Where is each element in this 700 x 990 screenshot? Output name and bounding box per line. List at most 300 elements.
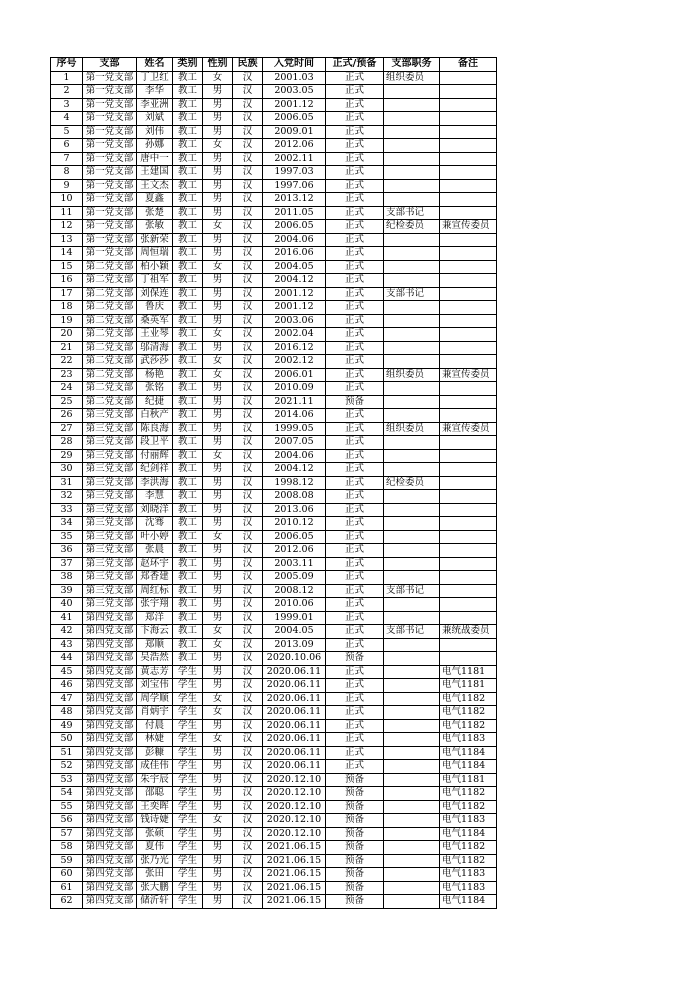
cell-branch: 第四党支部 (83, 881, 137, 895)
cell-name: 鲁庆 (137, 301, 173, 315)
cell-index: 41 (51, 611, 83, 625)
cell-join-date: 2020.06.11 (263, 733, 326, 747)
cell-ethnicity: 汉 (233, 436, 263, 450)
cell-position (384, 382, 440, 396)
cell-position (384, 733, 440, 747)
cell-status: 正式 (326, 571, 384, 585)
cell-index: 32 (51, 490, 83, 504)
header-status: 正式/预备 (326, 58, 384, 72)
table-row (51, 314, 497, 328)
table-row (51, 463, 497, 477)
cell-join-date: 2001.12 (263, 301, 326, 315)
cell-index: 58 (51, 841, 83, 855)
cell-join-date: 2006.05 (263, 220, 326, 234)
cell-category: 教工 (173, 382, 203, 396)
cell-index: 56 (51, 814, 83, 828)
cell-join-date: 2016.12 (263, 341, 326, 355)
table-row (51, 179, 497, 193)
cell-status: 预备 (326, 854, 384, 868)
table-row (51, 476, 497, 490)
cell-position (384, 503, 440, 517)
cell-category: 学生 (173, 665, 203, 679)
cell-remark: 电气1184 (440, 760, 497, 774)
cell-join-date: 2020.06.11 (263, 679, 326, 693)
cell-status: 预备 (326, 895, 384, 909)
cell-name: 孙娜 (137, 139, 173, 153)
cell-position (384, 274, 440, 288)
cell-ethnicity: 汉 (233, 719, 263, 733)
cell-category: 学生 (173, 800, 203, 814)
cell-index: 48 (51, 706, 83, 720)
table-row (51, 85, 497, 99)
cell-name: 张新荣 (137, 233, 173, 247)
cell-category: 教工 (173, 98, 203, 112)
cell-gender: 男 (203, 476, 233, 490)
cell-index: 5 (51, 125, 83, 139)
cell-join-date: 2021.06.15 (263, 868, 326, 882)
cell-index: 23 (51, 368, 83, 382)
cell-gender: 男 (203, 179, 233, 193)
cell-category: 教工 (173, 422, 203, 436)
cell-name: 王文杰 (137, 179, 173, 193)
table-row (51, 530, 497, 544)
cell-name: 王业琴 (137, 328, 173, 342)
cell-ethnicity: 汉 (233, 179, 263, 193)
cell-name: 王奕晖 (137, 800, 173, 814)
cell-position (384, 247, 440, 261)
cell-gender: 男 (203, 193, 233, 207)
cell-ethnicity: 汉 (233, 193, 263, 207)
cell-category: 教工 (173, 179, 203, 193)
cell-status: 正式 (326, 746, 384, 760)
cell-remark: 电气1182 (440, 719, 497, 733)
cell-remark: 电气1181 (440, 773, 497, 787)
cell-branch: 第四党支部 (83, 652, 137, 666)
cell-ethnicity: 汉 (233, 544, 263, 558)
cell-status: 预备 (326, 881, 384, 895)
cell-position (384, 895, 440, 909)
cell-name: 张晨 (137, 544, 173, 558)
cell-remark (440, 179, 497, 193)
cell-name: 张大鹏 (137, 881, 173, 895)
cell-index: 11 (51, 206, 83, 220)
cell-index: 60 (51, 868, 83, 882)
cell-name: 丁祖军 (137, 274, 173, 288)
cell-join-date: 2021.06.15 (263, 841, 326, 855)
cell-status: 正式 (326, 463, 384, 477)
cell-join-date: 2021.06.15 (263, 854, 326, 868)
cell-branch: 第二党支部 (83, 260, 137, 274)
cell-status: 正式 (326, 328, 384, 342)
header-index: 序号 (51, 58, 83, 72)
cell-category: 教工 (173, 206, 203, 220)
cell-gender: 男 (203, 395, 233, 409)
cell-branch: 第四党支部 (83, 895, 137, 909)
cell-ethnicity: 汉 (233, 274, 263, 288)
cell-index: 37 (51, 557, 83, 571)
cell-name: 杨艳 (137, 368, 173, 382)
cell-category: 教工 (173, 125, 203, 139)
cell-remark (440, 206, 497, 220)
cell-ethnicity: 汉 (233, 841, 263, 855)
cell-name: 周学顺 (137, 692, 173, 706)
cell-index: 3 (51, 98, 83, 112)
cell-ethnicity: 汉 (233, 220, 263, 234)
table-row (51, 746, 497, 760)
cell-remark (440, 125, 497, 139)
cell-ethnicity: 汉 (233, 301, 263, 315)
cell-gender: 男 (203, 98, 233, 112)
table-row (51, 368, 497, 382)
cell-remark (440, 247, 497, 261)
cell-name: 白秋产 (137, 409, 173, 423)
cell-join-date: 2006.01 (263, 368, 326, 382)
cell-branch: 第三党支部 (83, 436, 137, 450)
cell-index: 57 (51, 827, 83, 841)
cell-remark (440, 314, 497, 328)
cell-ethnicity: 汉 (233, 314, 263, 328)
cell-category: 教工 (173, 166, 203, 180)
cell-join-date: 1997.03 (263, 166, 326, 180)
cell-category: 教工 (173, 139, 203, 153)
cell-index: 19 (51, 314, 83, 328)
cell-gender: 男 (203, 436, 233, 450)
cell-branch: 第四党支部 (83, 746, 137, 760)
cell-index: 54 (51, 787, 83, 801)
cell-gender: 男 (203, 166, 233, 180)
cell-join-date: 2007.05 (263, 436, 326, 450)
cell-status: 正式 (326, 112, 384, 126)
cell-join-date: 2016.06 (263, 247, 326, 261)
cell-status: 正式 (326, 247, 384, 261)
cell-join-date: 2011.05 (263, 206, 326, 220)
cell-gender: 女 (203, 814, 233, 828)
cell-status: 预备 (326, 395, 384, 409)
cell-name: 纪剑祥 (137, 463, 173, 477)
cell-name: 丁卫红 (137, 71, 173, 85)
cell-remark (440, 152, 497, 166)
cell-category: 学生 (173, 719, 203, 733)
cell-branch: 第三党支部 (83, 422, 137, 436)
cell-gender: 男 (203, 881, 233, 895)
cell-status: 正式 (326, 611, 384, 625)
table-row (51, 814, 497, 828)
table-row (51, 71, 497, 85)
cell-category: 教工 (173, 638, 203, 652)
cell-ethnicity: 汉 (233, 868, 263, 882)
cell-status: 正式 (326, 274, 384, 288)
cell-remark: 电气1183 (440, 881, 497, 895)
cell-remark (440, 517, 497, 531)
table-row (51, 895, 497, 909)
cell-position (384, 166, 440, 180)
cell-category: 教工 (173, 517, 203, 531)
cell-gender: 男 (203, 274, 233, 288)
cell-branch: 第一党支部 (83, 233, 137, 247)
cell-category: 教工 (173, 476, 203, 490)
cell-remark: 电气1184 (440, 746, 497, 760)
cell-gender: 男 (203, 544, 233, 558)
cell-gender: 男 (203, 490, 233, 504)
cell-category: 学生 (173, 881, 203, 895)
cell-status: 正式 (326, 166, 384, 180)
cell-category: 教工 (173, 598, 203, 612)
cell-index: 29 (51, 449, 83, 463)
cell-gender: 男 (203, 233, 233, 247)
cell-remark: 电气1183 (440, 868, 497, 882)
cell-name: 张楚 (137, 206, 173, 220)
cell-index: 36 (51, 544, 83, 558)
table-row (51, 395, 497, 409)
cell-category: 教工 (173, 328, 203, 342)
cell-position (384, 341, 440, 355)
cell-gender: 男 (203, 314, 233, 328)
cell-branch: 第三党支部 (83, 530, 137, 544)
cell-remark (440, 611, 497, 625)
header-join-date: 入党时间 (263, 58, 326, 72)
cell-position (384, 814, 440, 828)
cell-name: 张乃光 (137, 854, 173, 868)
cell-name: 唐中一 (137, 152, 173, 166)
table-row (51, 112, 497, 126)
cell-position (384, 665, 440, 679)
cell-position (384, 652, 440, 666)
cell-branch: 第四党支部 (83, 854, 137, 868)
cell-ethnicity: 汉 (233, 773, 263, 787)
cell-remark: 电气1182 (440, 692, 497, 706)
cell-gender: 男 (203, 760, 233, 774)
cell-remark (440, 287, 497, 301)
cell-branch: 第四党支部 (83, 665, 137, 679)
cell-name: 吴浩然 (137, 652, 173, 666)
cell-gender: 男 (203, 247, 233, 261)
cell-status: 正式 (326, 125, 384, 139)
cell-branch: 第一党支部 (83, 112, 137, 126)
cell-status: 正式 (326, 436, 384, 450)
cell-category: 教工 (173, 463, 203, 477)
cell-join-date: 2010.12 (263, 517, 326, 531)
cell-position (384, 598, 440, 612)
table-row (51, 152, 497, 166)
cell-index: 33 (51, 503, 83, 517)
table-row (51, 436, 497, 450)
cell-status: 正式 (326, 490, 384, 504)
cell-name: 桑英军 (137, 314, 173, 328)
cell-gender: 女 (203, 692, 233, 706)
cell-gender: 女 (203, 328, 233, 342)
cell-ethnicity: 汉 (233, 787, 263, 801)
table-row (51, 638, 497, 652)
cell-index: 62 (51, 895, 83, 909)
cell-status: 正式 (326, 98, 384, 112)
cell-ethnicity: 汉 (233, 247, 263, 261)
cell-ethnicity: 汉 (233, 490, 263, 504)
cell-category: 教工 (173, 314, 203, 328)
cell-ethnicity: 汉 (233, 449, 263, 463)
cell-name: 周红标 (137, 584, 173, 598)
cell-gender: 男 (203, 341, 233, 355)
cell-branch: 第三党支部 (83, 449, 137, 463)
cell-ethnicity: 汉 (233, 503, 263, 517)
cell-index: 8 (51, 166, 83, 180)
cell-gender: 男 (203, 868, 233, 882)
cell-category: 学生 (173, 787, 203, 801)
cell-branch: 第四党支部 (83, 638, 137, 652)
cell-status: 预备 (326, 787, 384, 801)
cell-name: 林婕 (137, 733, 173, 747)
cell-join-date: 2020.06.11 (263, 692, 326, 706)
cell-index: 2 (51, 85, 83, 99)
cell-branch: 第二党支部 (83, 395, 137, 409)
cell-status: 预备 (326, 814, 384, 828)
table-row (51, 301, 497, 315)
cell-join-date: 2002.04 (263, 328, 326, 342)
cell-remark: 电气1183 (440, 733, 497, 747)
cell-gender: 女 (203, 733, 233, 747)
cell-index: 30 (51, 463, 83, 477)
cell-category: 教工 (173, 301, 203, 315)
table-row (51, 800, 497, 814)
cell-position (384, 193, 440, 207)
cell-remark (440, 463, 497, 477)
cell-branch: 第三党支部 (83, 409, 137, 423)
cell-join-date: 2020.12.10 (263, 827, 326, 841)
cell-branch: 第一党支部 (83, 98, 137, 112)
cell-gender: 女 (203, 368, 233, 382)
cell-status: 正式 (326, 85, 384, 99)
cell-gender: 男 (203, 895, 233, 909)
cell-gender: 女 (203, 625, 233, 639)
cell-branch: 第一党支部 (83, 71, 137, 85)
cell-join-date: 1999.05 (263, 422, 326, 436)
cell-category: 教工 (173, 395, 203, 409)
cell-remark (440, 652, 497, 666)
cell-gender: 男 (203, 571, 233, 585)
cell-name: 李华 (137, 85, 173, 99)
cell-remark: 兼统战委员 (440, 625, 497, 639)
cell-name: 邵聪 (137, 787, 173, 801)
cell-gender: 男 (203, 503, 233, 517)
cell-index: 14 (51, 247, 83, 261)
table-row (51, 544, 497, 558)
cell-category: 教工 (173, 503, 203, 517)
cell-status: 正式 (326, 179, 384, 193)
cell-branch: 第二党支部 (83, 301, 137, 315)
cell-join-date: 2004.12 (263, 463, 326, 477)
cell-ethnicity: 汉 (233, 112, 263, 126)
cell-category: 学生 (173, 814, 203, 828)
table-row (51, 125, 497, 139)
cell-position: 支部书记 (384, 206, 440, 220)
table-row (51, 881, 497, 895)
cell-status: 正式 (326, 71, 384, 85)
cell-category: 教工 (173, 220, 203, 234)
cell-remark (440, 544, 497, 558)
cell-name: 郑洋 (137, 611, 173, 625)
cell-category: 教工 (173, 260, 203, 274)
cell-status: 正式 (326, 287, 384, 301)
cell-join-date: 2004.05 (263, 260, 326, 274)
cell-branch: 第二党支部 (83, 341, 137, 355)
cell-name: 黄志芳 (137, 665, 173, 679)
cell-category: 教工 (173, 274, 203, 288)
cell-gender: 男 (203, 679, 233, 693)
cell-status: 正式 (326, 625, 384, 639)
cell-remark: 电气1181 (440, 679, 497, 693)
cell-name: 张敏 (137, 220, 173, 234)
cell-remark (440, 638, 497, 652)
cell-remark: 兼宣传委员 (440, 368, 497, 382)
cell-position (384, 571, 440, 585)
cell-position (384, 719, 440, 733)
cell-ethnicity: 汉 (233, 463, 263, 477)
cell-join-date: 2004.06 (263, 233, 326, 247)
table-row (51, 584, 497, 598)
cell-remark (440, 301, 497, 315)
cell-index: 16 (51, 274, 83, 288)
cell-index: 1 (51, 71, 83, 85)
cell-ethnicity: 汉 (233, 557, 263, 571)
cell-gender: 女 (203, 530, 233, 544)
cell-position: 纪检委员 (384, 220, 440, 234)
cell-branch: 第一党支部 (83, 206, 137, 220)
cell-status: 正式 (326, 679, 384, 693)
cell-gender: 男 (203, 598, 233, 612)
cell-status: 正式 (326, 409, 384, 423)
cell-index: 28 (51, 436, 83, 450)
cell-name: 肖炳宇 (137, 706, 173, 720)
cell-status: 正式 (326, 719, 384, 733)
cell-position (384, 800, 440, 814)
cell-position (384, 787, 440, 801)
cell-branch: 第二党支部 (83, 274, 137, 288)
cell-position: 组织委员 (384, 71, 440, 85)
cell-name: 刘伟 (137, 125, 173, 139)
table-row (51, 139, 497, 153)
cell-name: 沈骞 (137, 517, 173, 531)
cell-name: 周恒瑞 (137, 247, 173, 261)
cell-gender: 男 (203, 112, 233, 126)
cell-gender: 女 (203, 706, 233, 720)
cell-position: 组织委员 (384, 422, 440, 436)
cell-status: 正式 (326, 233, 384, 247)
cell-name: 张宇翔 (137, 598, 173, 612)
cell-gender: 男 (203, 719, 233, 733)
cell-ethnicity: 汉 (233, 652, 263, 666)
cell-position: 支部书记 (384, 625, 440, 639)
cell-ethnicity: 汉 (233, 125, 263, 139)
cell-branch: 第四党支部 (83, 719, 137, 733)
cell-ethnicity: 汉 (233, 760, 263, 774)
cell-position (384, 463, 440, 477)
cell-index: 25 (51, 395, 83, 409)
table-row (51, 247, 497, 261)
cell-position (384, 179, 440, 193)
cell-join-date: 2004.05 (263, 625, 326, 639)
cell-index: 7 (51, 152, 83, 166)
cell-name: 付晨 (137, 719, 173, 733)
cell-gender: 男 (203, 746, 233, 760)
cell-status: 正式 (326, 665, 384, 679)
table-row (51, 652, 497, 666)
cell-join-date: 2006.05 (263, 530, 326, 544)
cell-ethnicity: 汉 (233, 382, 263, 396)
cell-branch: 第四党支部 (83, 814, 137, 828)
cell-remark (440, 476, 497, 490)
cell-remark (440, 274, 497, 288)
cell-branch: 第一党支部 (83, 125, 137, 139)
cell-branch: 第三党支部 (83, 503, 137, 517)
